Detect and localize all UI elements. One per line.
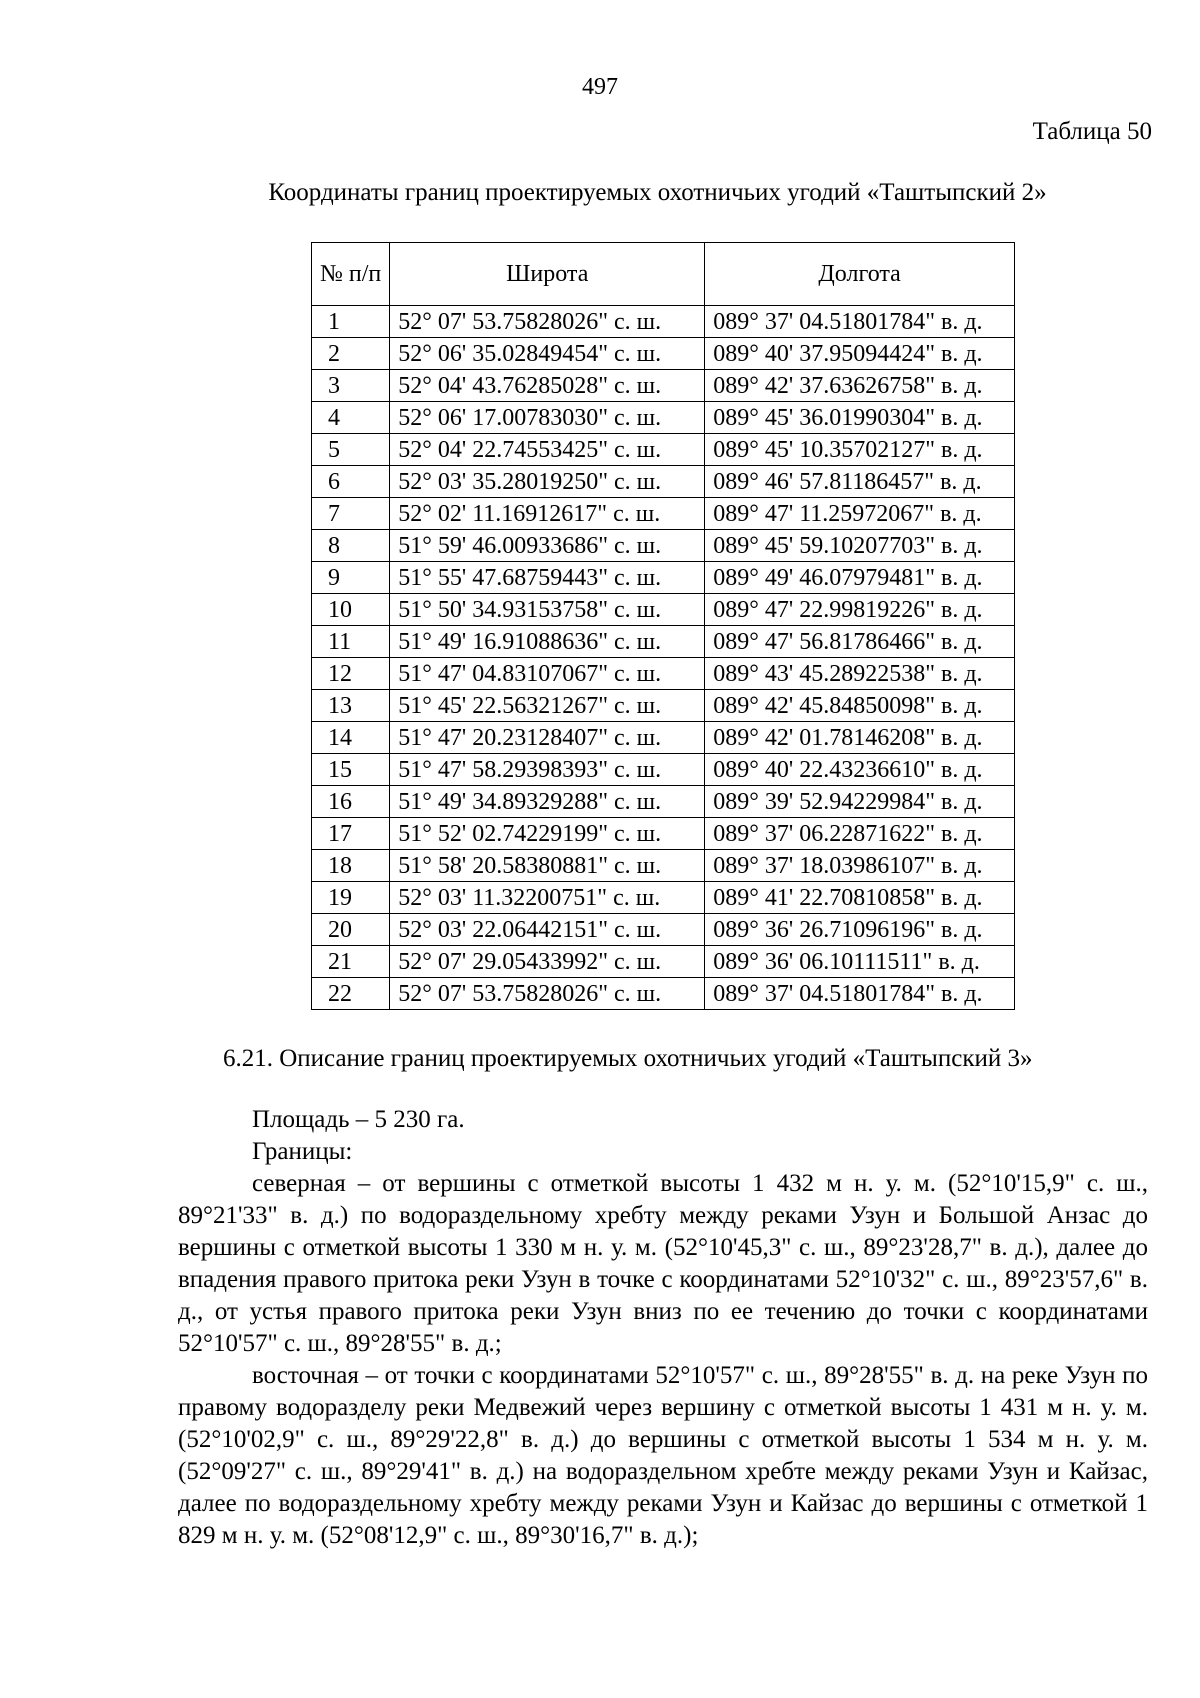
cell-number: 14: [312, 722, 390, 754]
cell-latitude: 51° 45' 22.56321267" с. ш.: [390, 690, 705, 722]
paragraph-east: восточная – от точки с координатами 52°10'57" с. ш., 89°28'55" в. д. на реке Узун по правому водоразделу реки Медвежий через вершину с отметкой высоты 1 431 м н. у. м. (52°10'02,9" с. ш., 89°29'22,8" в. д.) до вершины с отметкой высоты 1 534 м н. у. м. (52°09'27" с. ш., 89°29'41" в. д.) на водораздельном хребте между реками Узун и Кайзас, далее по водораздельному хребту между реками Узун и Кайзас до вершины с отметкой 1 829 м н. у. м. (52°08'12,9" с. ш., 89°30'16,7" в. д.);: [178, 1362, 1148, 1549]
cell-latitude: 52° 03' 11.32200751" с. ш.: [390, 882, 705, 914]
cell-longitude: 089° 39' 52.94229984" в. д.: [705, 786, 1015, 818]
cell-longitude: 089° 47' 22.99819226" в. д.: [705, 594, 1015, 626]
cell-latitude: 51° 50' 34.93153758" с. ш.: [390, 594, 705, 626]
body-text: [178, 1104, 1148, 1552]
table-row: [312, 850, 1015, 882]
cell-latitude: 52° 06' 17.00783030" с. ш.: [390, 402, 705, 434]
cell-number: 17: [312, 818, 390, 850]
cell-longitude: 089° 47' 11.25972067" в. д.: [705, 498, 1015, 530]
cell-latitude: 52° 04' 43.76285028" с. ш.: [390, 370, 705, 402]
cell-latitude: 52° 07' 53.75828026" с. ш.: [390, 978, 705, 1010]
header-longitude: Долгота: [705, 243, 1015, 306]
cell-latitude: 52° 03' 22.06442151" с. ш.: [390, 914, 705, 946]
cell-number: 12: [312, 658, 390, 690]
cell-number: 21: [312, 946, 390, 978]
table-row: [312, 978, 1015, 1010]
cell-number: 5: [312, 434, 390, 466]
table-row: [312, 370, 1015, 402]
cell-longitude: 089° 40' 22.43236610" в. д.: [705, 754, 1015, 786]
area-line: Площадь – 5 230 га.: [252, 1106, 465, 1133]
cell-number: 22: [312, 978, 390, 1010]
cell-longitude: 089° 42' 01.78146208" в. д.: [705, 722, 1015, 754]
cell-longitude: 089° 37' 04.51801784" в. д.: [705, 978, 1015, 1010]
cell-longitude: 089° 49' 46.07979481" в. д.: [705, 562, 1015, 594]
table-row: [312, 722, 1015, 754]
cell-longitude: 089° 45' 59.10207703" в. д.: [705, 530, 1015, 562]
cell-number: 1: [312, 306, 390, 338]
cell-latitude: 51° 55' 47.68759443" с. ш.: [390, 562, 705, 594]
table-row: [312, 914, 1015, 946]
table-row: [312, 690, 1015, 722]
table-body: [312, 306, 1015, 1010]
cell-longitude: 089° 40' 37.95094424" в. д.: [705, 338, 1015, 370]
cell-number: 11: [312, 626, 390, 658]
table-row: [312, 882, 1015, 914]
cell-longitude: 089° 46' 57.81186457" в. д.: [705, 466, 1015, 498]
cell-latitude: 52° 07' 53.75828026" с. ш.: [390, 306, 705, 338]
cell-latitude: 51° 49' 34.89329288" с. ш.: [390, 786, 705, 818]
table-row: [312, 946, 1015, 978]
cell-latitude: 52° 07' 29.05433992" с. ш.: [390, 946, 705, 978]
paragraph-north: северная – от вершины с отметкой высоты 1 432 м н. у. м. (52°10'15,9" с. ш., 89°21'33" в. д.) по водораздельному хребту между реками Узун и Большой Анзас до вершины с отметкой высоты 1 330 м н. у. м. (52°10'45,3" с. ш., 89°23'28,7" в. д.), далее до впадения правого притока реки Узун в точке с координатами 52°10'32" с. ш., 89°23'57,6" в. д., от устья правого притока реки Узун вниз по ее течению до точки с координатами 52°10'57" с. ш., 89°28'55" в. д.;: [178, 1170, 1148, 1357]
cell-number: 16: [312, 786, 390, 818]
header-latitude: Широта: [390, 243, 705, 306]
table-row: [312, 402, 1015, 434]
cell-latitude: 52° 02' 11.16912617" с. ш.: [390, 498, 705, 530]
table-row: [312, 754, 1015, 786]
cell-number: 3: [312, 370, 390, 402]
cell-latitude: 52° 03' 35.28019250" с. ш.: [390, 466, 705, 498]
cell-longitude: 089° 42' 45.84850098" в. д.: [705, 690, 1015, 722]
cell-latitude: 52° 04' 22.74553425" с. ш.: [390, 434, 705, 466]
cell-longitude: 089° 42' 37.63626758" в. д.: [705, 370, 1015, 402]
cell-latitude: 52° 06' 35.02849454" с. ш.: [390, 338, 705, 370]
table-row: [312, 530, 1015, 562]
cell-longitude: 089° 41' 22.70810858" в. д.: [705, 882, 1015, 914]
header-number: № п/п: [312, 243, 390, 306]
cell-latitude: 51° 49' 16.91088636" с. ш.: [390, 626, 705, 658]
table-row: [312, 562, 1015, 594]
cell-longitude: 089° 37' 18.03986107" в. д.: [705, 850, 1015, 882]
cell-number: 9: [312, 562, 390, 594]
cell-latitude: 51° 47' 58.29398393" с. ш.: [390, 754, 705, 786]
table-row: [312, 338, 1015, 370]
table-row: [312, 818, 1015, 850]
table-row: [312, 594, 1015, 626]
cell-longitude: 089° 37' 06.22871622" в. д.: [705, 818, 1015, 850]
cell-number: 7: [312, 498, 390, 530]
cell-number: 18: [312, 850, 390, 882]
section-heading: 6.21. Описание границ проектируемых охотничьих угодий «Таштыпский 3»: [223, 1045, 1033, 1072]
table-row: [312, 466, 1015, 498]
cell-latitude: 51° 47' 20.23128407" с. ш.: [390, 722, 705, 754]
table-row: [312, 434, 1015, 466]
cell-number: 4: [312, 402, 390, 434]
cell-number: 20: [312, 914, 390, 946]
table-row: [312, 306, 1015, 338]
table-title: Координаты границ проектируемых охотничьих угодий «Таштыпский 2»: [268, 179, 1047, 206]
page-number: 497: [582, 74, 618, 100]
cell-latitude: 51° 47' 04.83107067" с. ш.: [390, 658, 705, 690]
cell-number: 19: [312, 882, 390, 914]
cell-number: 10: [312, 594, 390, 626]
coordinates-table: [311, 242, 1015, 1010]
cell-latitude: 51° 58' 20.58380881" с. ш.: [390, 850, 705, 882]
table-header-row: [312, 243, 1015, 306]
table-row: [312, 498, 1015, 530]
cell-number: 6: [312, 466, 390, 498]
cell-latitude: 51° 52' 02.74229199" с. ш.: [390, 818, 705, 850]
cell-number: 2: [312, 338, 390, 370]
cell-number: 8: [312, 530, 390, 562]
cell-longitude: 089° 47' 56.81786466" в. д.: [705, 626, 1015, 658]
table-caption: Таблица 50: [1032, 118, 1152, 145]
borders-label: Границы:: [252, 1138, 353, 1165]
cell-longitude: 089° 37' 04.51801784" в. д.: [705, 306, 1015, 338]
cell-number: 15: [312, 754, 390, 786]
cell-longitude: 089° 45' 10.35702127" в. д.: [705, 434, 1015, 466]
cell-longitude: 089° 36' 26.71096196" в. д.: [705, 914, 1015, 946]
cell-longitude: 089° 43' 45.28922538" в. д.: [705, 658, 1015, 690]
table-row: [312, 786, 1015, 818]
cell-latitude: 51° 59' 46.00933686" с. ш.: [390, 530, 705, 562]
cell-longitude: 089° 36' 06.10111511" в. д.: [705, 946, 1015, 978]
table-row: [312, 626, 1015, 658]
cell-longitude: 089° 45' 36.01990304" в. д.: [705, 402, 1015, 434]
table-row: [312, 658, 1015, 690]
cell-number: 13: [312, 690, 390, 722]
